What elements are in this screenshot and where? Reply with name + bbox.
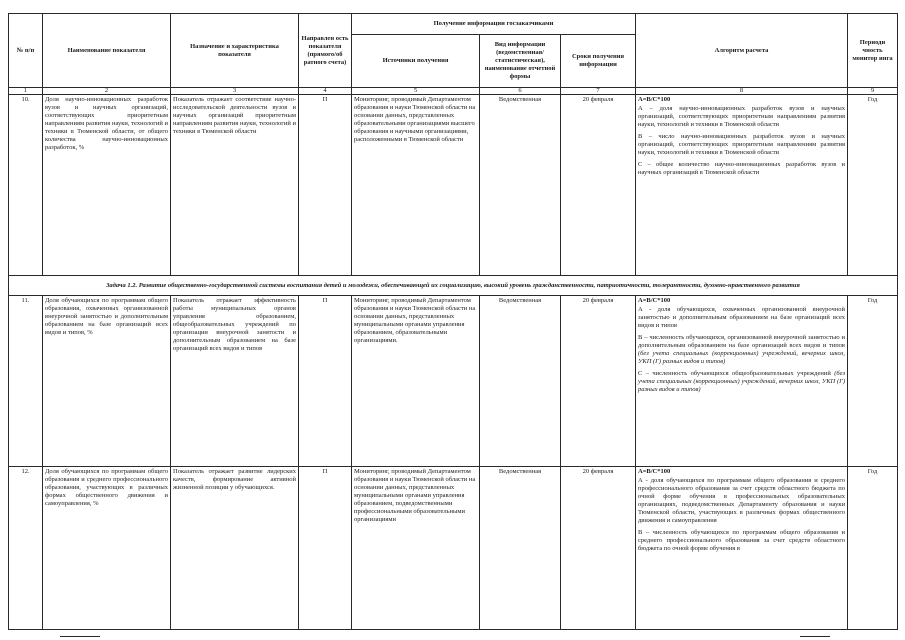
algorithm-formula: А=В/С*100 — [638, 468, 671, 475]
row-number: 11. — [9, 296, 43, 467]
indicator-direction: П — [299, 296, 352, 467]
column-number: 7 — [561, 88, 636, 95]
column-number: 9 — [848, 88, 898, 95]
header-info-type: Вид информации (ведомственная/ статистическая), наименование отчетной формы — [480, 35, 561, 88]
monitoring-period: Год — [848, 95, 898, 276]
calculation-algorithm — [636, 467, 848, 630]
info-deadline: 20 февраля — [561, 95, 636, 276]
info-sources: Мониторинг, проводимый Департаментом образования и науки Тюменской области на основании данных, представленных муниципальными органами управления образованием, подведомственными профессиональными образовательными организациями — [352, 467, 480, 630]
indicator-purpose: Показатель отражает развитие лидерских качеств, формирование активной жизненной позиции у обучающихся. — [171, 467, 299, 630]
indicator-name: Доля обучающихся по программам общего образования и среднего профессионального образования, участвующих в различных формах общественного движения и самоуправления, % — [43, 467, 171, 630]
algorithm-term-c: С – общее количество научно-инновационных разработок вузов и научных организаций в Тюменской области — [638, 161, 845, 176]
info-deadline: 20 февраля — [561, 467, 636, 630]
calculation-algorithm — [636, 296, 848, 467]
algorithm-formula: А=В/С*100 — [638, 297, 671, 304]
task-title: Задача 1.2. Развитие общественно-государственной системы воспитания детей и молодежи, обеспечивающей их социализацию, высокий уровень гражданственности, патриотичности, толерантности, духовно-нравственного развития — [9, 276, 898, 296]
header-number: № п/п — [9, 14, 43, 88]
header-algorithm: Алгоритм расчета — [636, 14, 848, 88]
column-number: 4 — [299, 88, 352, 95]
header-row — [9, 14, 898, 35]
header-indicator-name: Наименование показателя — [43, 14, 171, 88]
info-deadline: 20 февраля — [561, 296, 636, 467]
algorithm-term-b: В – число научно-инновационных разработок вузов и научных организаций, соответствующих приоритетным направлениям развития науки, технологий и техники в Тюменской области — [638, 133, 845, 156]
info-type: Ведомственная — [480, 467, 561, 630]
page-edge-line — [60, 636, 100, 637]
algorithm-term-b: В – численность обучающихся по программам общего образования и среднего профессионального образования за счет средств областного бюджета по очной форме обучения в — [638, 529, 845, 552]
algorithm-term-c-text: С – численность обучающихся общеобразовательных учреждений — [638, 370, 831, 377]
algorithm-formula: A=B/C*100 — [638, 96, 671, 103]
column-number: 8 — [636, 88, 848, 95]
algorithm-term-a: А – доля научно-инновационных разработок вузов и научных организаций, соответствующих приоритетным направлениям развития науки, технологий и техники в Тюменской области — [638, 105, 845, 128]
header-deadline: Сроки получения информации — [561, 35, 636, 88]
table-row-10 — [9, 95, 898, 276]
indicator-purpose: Показатель отражает эффективность работы муниципальных органов управления образованием, общеобразовательных учреждений по организации внеурочной занятости и дополнительным образованием на базе организаций всех видов и типов — [171, 296, 299, 467]
monitoring-period: Год — [848, 467, 898, 630]
column-number: 1 — [9, 88, 43, 95]
row-number: 10. — [9, 95, 43, 276]
header-info-group: Получение информации госзаказчиками — [352, 14, 636, 35]
task-row — [9, 276, 898, 296]
row-number: 12. — [9, 467, 43, 630]
calculation-algorithm — [636, 95, 848, 276]
table-row-12 — [9, 467, 898, 630]
indicator-name: Доля обучающихся по программам общего образования, охваченных организованной внеурочной занятостью и дополнительным образованием на базе организаций всех видов и типов, % — [43, 296, 171, 467]
indicator-table-sheet — [8, 13, 897, 630]
header-direction: Направлен ость показателя (прямого/об ратного счета) — [299, 14, 352, 88]
info-sources: Мониторинг, проводимый Департаментом образования и науки Тюменской области на основании данных, представленных муниципальными органами управления образованием, образовательными организациями. — [352, 296, 480, 467]
column-number: 3 — [171, 88, 299, 95]
info-sources: Мониторинг, проводимый Департаментом образования и науки Тюменской области на основании данных, представленных образовательными организациями высшего образования и научными организациями, расположенными в Тюменской области — [352, 95, 480, 276]
header-sources: Источники получения — [352, 35, 480, 88]
header-period: Периоди чность монитор инга — [848, 14, 898, 88]
column-number: 2 — [43, 88, 171, 95]
indicator-name: Доля научно-инновационных разработок вузов и научных организаций, соответствующих приоритетным направлениям развития науки, технологий и техники в Тюменской области, от общего количества научно-инновационных разработок, % — [43, 95, 171, 276]
indicator-direction: П — [299, 95, 352, 276]
column-number: 5 — [352, 88, 480, 95]
indicator-direction: П — [299, 467, 352, 630]
indicator-purpose: Показатель отражает соответствие научно-исследовательской деятельности вузов и научных организаций приоритетным направлениям развития науки, технологий и техники в Тюменской области — [171, 95, 299, 276]
info-type: Ведомственная — [480, 95, 561, 276]
algorithm-term-b-note: (без учета специальных (коррекционных) учреждений, вечерних школ, УКП (Г) разных видов и типов) — [638, 350, 845, 365]
column-number: 6 — [480, 88, 561, 95]
page-edge-line — [800, 636, 830, 637]
algorithm-term-c-note: (без учета специальных (коррекционных) учреждений, вечерних школ, УКП (Г) разных видов и типов) — [638, 370, 845, 393]
table-row-11 — [9, 296, 898, 467]
algorithm-term-a: А - доля обучающихся, охваченных организованной внеурочной занятостью и дополнительным образованием на базе организаций всех видов и типов — [638, 306, 845, 329]
column-number-row — [9, 88, 898, 95]
algorithm-term-c — [638, 370, 845, 394]
algorithm-term-b — [638, 334, 845, 366]
info-type: Ведомственная — [480, 296, 561, 467]
indicator-table — [8, 13, 898, 630]
monitoring-period: Год — [848, 296, 898, 467]
header-purpose: Назначение и характеристика показателя — [171, 14, 299, 88]
algorithm-term-a: А - доля обучающихся по программам общего образования и среднего профессионального образования за счет средств областного бюджета по очной форме обучения в профессиональных образовательных организациях, подведомственных Департаменту образования и науки Тюменской области, участвующих в различных формах общественного движения и самоуправления — [638, 477, 845, 524]
algorithm-term-b-text: В – численность обучающихся, организованной внеурочной занятостью и дополнительным образованием на базе организаций всех видов и типов — [638, 334, 845, 349]
